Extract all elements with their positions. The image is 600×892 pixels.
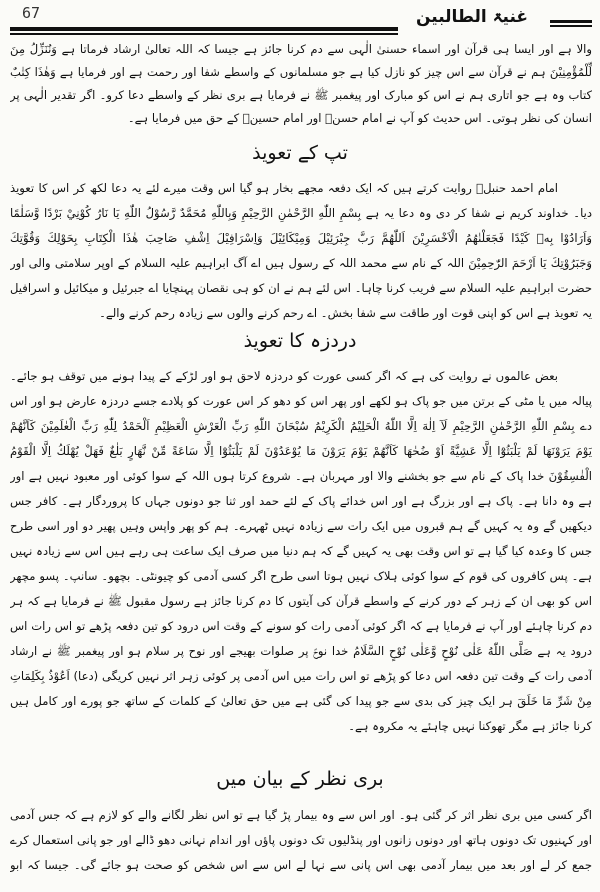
text-line: کتاب وہ ہے جو اتاری ہم نے اس کو مبارک اور پیغمبر ﷺ نے فرمایا ہے بری نظر کے واسطے دعا کرو۔ اگر تقدیر الٰہی پر — [10, 88, 592, 102]
header-rule — [10, 27, 398, 31]
text-line: آدمی رات کے وقت تین دفعہ اس دعا کو پڑھے تو اس رات میں اس آدمی پر کوئی زہر اثر نہیں کریگی (دعا) اَعُوْذُ بِكَلِمَاتِ — [10, 669, 592, 683]
text-line: اس کو بھی ان کے زہر کے دور کرنے کے واسطے قرآن کی آیتوں کا دم کرنا جائز ہے رسول مقبول ﷺ نے فرمایا ہے کہ ہر — [10, 594, 592, 608]
header-rule-thin — [10, 33, 398, 35]
text-line: درود یہ ہے صَلَّى اللّٰهُ عَلٰى نُوْحٍ وَّعَلٰى نُوْحٍ السَّلَامُ خدا نوحؑ پر صلوات بھیجے اور نوح پر سلام ہو اور پیغمبر ﷺ نے ارشاد — [10, 644, 592, 658]
evil-eye-paragraph — [10, 803, 592, 878]
section-heading-fever: تپ کے تعویذ — [252, 142, 348, 164]
text-line: لِّلْمُؤْمِنِيْنَ ہم نے قرآن سے اس چیز کو نازل کیا ہے جو مسلمانوں کے واسطے شفا اور رحمت ہے اور فرمایا ہے وَهٰذَا كِتٰبٌ — [10, 65, 592, 79]
text-line: دیکھیں گے وہ یہ کہیں گے ہم قبروں میں ایک رات سے زیادہ نہیں ٹھہرے۔ ہم کو پھر واپس وہیں پھیر دو اور اسی طرح — [10, 519, 592, 533]
section-heading-evil-eye: بری نظر کے بیان میں — [216, 768, 384, 790]
text-line: دم کرنا چاہئے اور آپ نے فرمایا ہے کہ اگر کوئی آدمی رات کو سونے کے وقت اس درود کو تین دفعہ پڑھے تو اس رات اس — [10, 619, 592, 633]
labor-paragraph — [10, 364, 592, 739]
text-line: اور کہنیوں تک دونوں ہاتھ اور دونوں زانوں اور پنڈلیوں تک دونوں پاؤں اور اندام نہانی دھو ڈالے اور جو پانی استعمال کرے — [10, 833, 592, 847]
text-line: دیا۔ خداوند کریم نے شفا کر دی وہ دعا یہ ہے بِسْمِ اللّٰهِ الرَّحْمٰنِ الرَّحِيْمِ وَبِاللّٰهِ مُحَمَّدٌ رَّسُوْلُ اللّٰهِ يَا نَارُ كُوْنِيْ بَرْدًا وَّسَلٰمًا — [10, 206, 592, 220]
text-line: يَوْمَ يَرَوْنَهَا لَمْ يَلْبَثُوْٓا اِلَّا عَشِيَّةً اَوْ ضُحٰهَا كَاَنَّهُمْ يَوْمَ يَرَوْنَ مَا يُوْعَدُوْنَ لَمْ يَلْبَثُوْٓا اِلَّا سَاعَةً مِّنْ نَّهَارٍ بَلٰغٌ فَهَلْ يُهْلَكُ اِلَّا الْقَوْمُ — [10, 444, 592, 458]
text-line: وَجَبَرُوْتِكَ يَا اَرْحَمَ الرّٰحِمِيْنَ اللہ کے نام سے محمد اللہ کے رسول ہیں اے آگ ابراہیم علیہ السلام کے اوپر سلامتی والی اور — [10, 256, 592, 270]
text-line: کرنا جائز ہے مگر تھوکنا نہیں چاہئے یہ مکروہ ہے۔ — [348, 719, 592, 733]
header-rule-right-thin — [550, 25, 592, 27]
text-line: دے بِسْمِ اللّٰهِ الرَّحْمٰنِ الرَّحِيْمِ لَآ اِلٰهَ اِلَّا اللّٰهُ الْحَلِيْمُ الْكَرِيْمُ سُبْحَانَ اللّٰهِ رَبِّ الْعَرْشِ الْعَظِيْمِ اَلْحَمْدُ لِلّٰهِ رَبِّ الْعٰلَمِيْنَ كَاَنَّهُمْ — [10, 419, 592, 433]
section-heading-labor: دردزہ کا تعویذ — [243, 330, 357, 352]
book-title: غنیۃ الطالبین — [415, 7, 529, 27]
text-line: امام احمد حنبلؒ روایت کرتے ہیں کہ ایک دفعہ مجھے بخار ہو گیا اس وقت میرے لئے یہ دعا لکھ کر اس کا تعویذ — [10, 181, 558, 195]
text-line: والا ہے اور ایسا ہی قرآن اور اسماء حسنیٰ الٰہی سے دم کرنا جائز ہے جیسا کہ اللہ تعالیٰ ارشاد فرماتا ہے وَنُنَزِّلُ مِنَ — [10, 42, 592, 56]
text-line: ہے۔ پس کافروں کی قوم کے سوا کوئی ہلاک نہیں ہوتا اسی طرح اگر کسی آدمی کو چیونٹی۔ بچھو۔ سانپ۔ پسو مچھر — [10, 569, 592, 583]
text-line: یہ تعویذ ہے اس کو اپنی قوت اور طاقت سے شفا بخش۔ اے رحم کرنے والوں سے زیادہ رحم کرنے والے۔ — [99, 306, 592, 320]
header-rule-right — [550, 20, 592, 23]
text-line: وَاَرَادُوْا بِهٖ كَيْدًا فَجَعَلْنٰهُمُ الْاَخْسَرِيْنَ اَللّٰهُمَّ رَبَّ جِبْرَئِيْلَ وَمِيْكَائِيْلَ وَاِسْرَافِيْلَ اِشْفِ صَاحِبَ هٰذَا الْكِتَابِ بِحَوْلِكَ وَقُوَّتِكَ — [10, 231, 592, 245]
text-line: بعض عالموں نے روایت کی ہے کہ اگر کسی عورت کو دردزہ لاحق ہو اور لڑکے کے پیدا ہونے میں توقف ہو جائے۔ — [10, 369, 558, 383]
text-line: ہے وہ دانا ہے۔ پاک ہے اور بزرگ ہے اور اس خدائے پاک کے لئے حمد اور ثنا جو دونوں جہاں کا پروردگار ہے۔ کافر جس — [10, 494, 592, 508]
text-line: جس کا وعدہ کیا گیا ہے تو اس وقت بھی یہ کہیں گے کہ ہم دنیا میں صرف ایک ساعت ہی رہے ہیں اس سے زیادہ نہیں — [10, 544, 592, 558]
text-line: انسان کی نظر ہوتی۔ اس حدیث کو آپ نے امام حسنؓ اور امام حسینؓ کے حق میں فرمایا ہے۔ — [127, 111, 592, 125]
page-number: 67 — [22, 4, 41, 22]
text-line: جمع کر لے اور بعد میں بیمار آدمی بھی اس پانی سے نہا لے اس سے اس شخص کو صحت ہو جائے گی۔ جیسا کہ ابو — [10, 858, 592, 872]
text-line: الْفٰسِقُوْنَ خدا پاک کے نام سے جو بخشنے والا اور مہربان ہے۔ شروع کرتا ہوں اللہ کے سوا کوئی اور معبود نہیں ہے اور — [10, 469, 592, 483]
intro-paragraph — [10, 38, 592, 130]
text-line: پیالہ میں یا مٹی کے برتن میں جو پاک ہو لکھے اور پھر اس کو دھو کر اس عورت کو پلادے جسے دردزہ عارض ہو اور اس — [10, 394, 592, 408]
fever-paragraph — [10, 176, 592, 326]
text-line: حضرت ابراہیم علیہ السلام سے فریب کرنا چاہا۔ اس لئے ہم نے ان کو ہی نقصان پہنچایا اے جبرئیل و میکائیل و اسرافیل — [10, 281, 592, 295]
text-line: اگر کسی میں بری نظر اثر کر گئی ہو۔ اور اس سے وہ بیمار پڑ گیا ہے تو اس نظر لگانے والے کو لازم ہے کہ جس آدمی — [10, 808, 592, 822]
text-line: مِنْ شَرِّ مَا خَلَقَ ہر ایک چیز کی بدی سے جو پیدا کی گئی ہے میں حق تعالیٰ کے کلمات کے ساتھ جو پورے اور کامل ہیں — [10, 694, 592, 708]
